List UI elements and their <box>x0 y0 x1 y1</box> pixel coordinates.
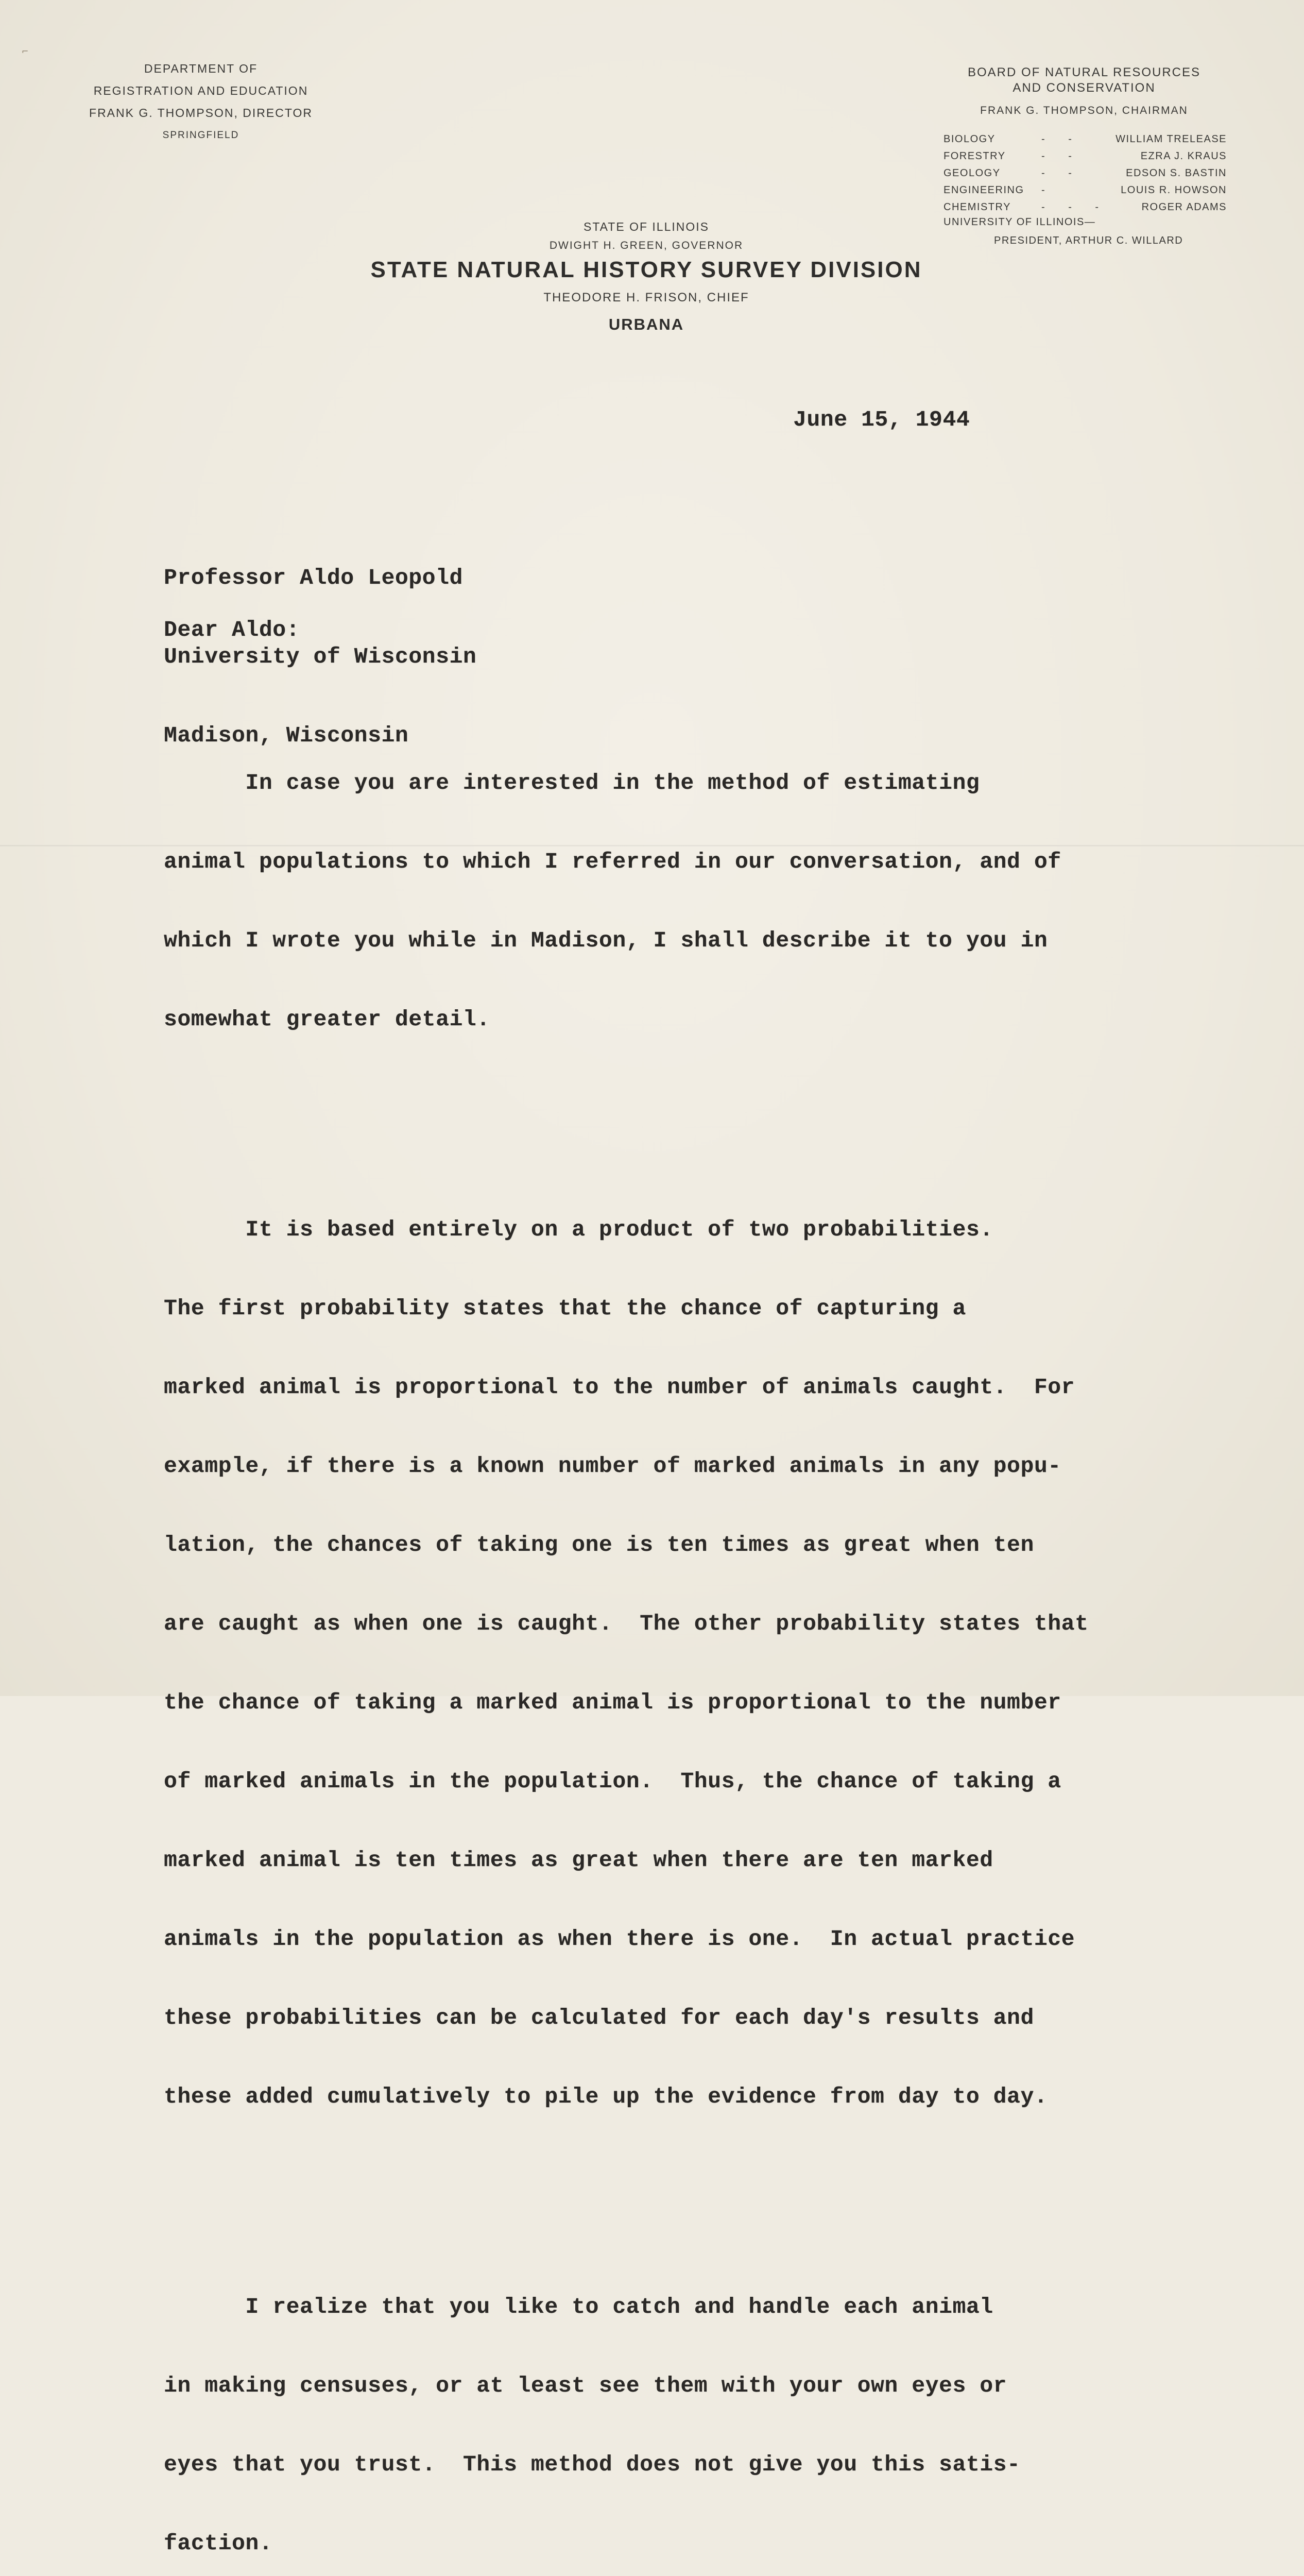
member-name: EDSON S. BASTIN <box>1126 167 1227 179</box>
member-leader: - - <box>1041 150 1082 162</box>
address-line: Madison, Wisconsin <box>164 723 409 748</box>
body-line: I realize that you like to catch and handle each animal <box>164 2294 993 2319</box>
member-name: ROGER ADAMS <box>1141 201 1227 213</box>
body-line: are caught as when one is caught. The other probability states that <box>164 1611 1089 1636</box>
member-leader: - <box>1041 184 1055 196</box>
department-line: DEPARTMENT OF <box>144 62 258 75</box>
body-line: faction. <box>164 2531 273 2556</box>
member-name: WILLIAM TRELEASE <box>1116 133 1227 145</box>
body-line: marked animal is proportional to the number of animals caught. For <box>164 1375 1075 1400</box>
board-member-row <box>943 182 1227 199</box>
body-paragraph <box>164 1164 1089 2162</box>
governor-line: DWIGHT H. GREEN, GOVERNOR <box>549 240 744 251</box>
body-line: in making censuses, or at least see them with your own eyes or <box>164 2373 1007 2398</box>
board-member-row <box>943 148 1227 165</box>
body-line: animal populations to which I referred in our conversation, and of <box>164 849 1061 874</box>
letterhead-left <box>57 58 345 146</box>
body-paragraph <box>164 717 1089 1085</box>
member-leader: - - - <box>1041 201 1109 213</box>
body-line: which I wrote you while in Madison, I shall describe it to you in <box>164 928 1048 953</box>
state-name: STATE OF ILLINOIS <box>583 220 710 233</box>
board-member-row <box>943 199 1227 216</box>
member-name: LOUIS R. HOWSON <box>1121 184 1227 196</box>
letter-date: June 15, 1944 <box>793 407 970 432</box>
body-line: marked animal is ten times as great when there are ten marked <box>164 1848 993 1873</box>
division-chief: THEODORE H. FRISON, CHIEF <box>543 291 749 304</box>
body-line: The first probability states that the chance of capturing a <box>164 1296 966 1321</box>
body-line: animals in the population as when there is one. In actual practice <box>164 1926 1075 1952</box>
letter-body <box>164 665 1089 2576</box>
letterhead-center <box>288 215 1004 340</box>
board-name-line2: AND CONSERVATION <box>1013 81 1156 95</box>
body-line: of marked animals in the population. Thus, the chance of taking a <box>164 1769 1061 1794</box>
letterhead-right <box>927 65 1241 118</box>
address-line: Professor Aldo Leopold <box>164 565 463 590</box>
board-members <box>943 131 1227 216</box>
department-director: FRANK G. THOMPSON, DIRECTOR <box>89 106 313 120</box>
salutation: Dear Aldo: <box>164 617 300 642</box>
member-name: EZRA J. KRAUS <box>1140 150 1227 162</box>
member-field: BIOLOGY <box>943 133 996 145</box>
body-paragraph <box>164 2241 1089 2576</box>
board-member-row <box>943 165 1227 182</box>
paper-mark: ⌐ <box>22 46 29 56</box>
division-title: STATE NATURAL HISTORY SURVEY DIVISION <box>370 257 922 282</box>
body-line: the chance of taking a marked animal is proportional to the number <box>164 1690 1061 1715</box>
department-city: SPRINGFIELD <box>162 130 239 141</box>
member-field: FORESTRY <box>943 150 1006 162</box>
body-line: lation, the chances of taking one is ten times as great when ten <box>164 1532 1034 1557</box>
member-field: GEOLOGY <box>943 167 1001 179</box>
body-line: eyes that you trust. This method does not give you this satis- <box>164 2452 1021 2477</box>
body-line: somewhat greater detail. <box>164 1007 490 1032</box>
university-president: PRESIDENT, ARTHUR C. WILLARD <box>994 235 1183 246</box>
department-name: REGISTRATION AND EDUCATION <box>93 84 308 97</box>
member-leader: - - <box>1041 133 1082 145</box>
body-line: example, if there is a known number of marked animals in any popu- <box>164 1453 1061 1479</box>
address-line: University of Wisconsin <box>164 644 477 669</box>
board-member-row <box>943 131 1227 148</box>
body-line: In case you are interested in the method of estimating <box>164 770 980 795</box>
member-field: ENGINEERING <box>943 184 1024 196</box>
division-city: URBANA <box>608 315 684 333</box>
board-name-line1: BOARD OF NATURAL RESOURCES <box>967 65 1201 79</box>
board-chairman: FRANK G. THOMPSON, CHAIRMAN <box>980 105 1188 116</box>
body-line: these added cumulatively to pile up the evidence from day to day. <box>164 2084 1048 2109</box>
body-line: It is based entirely on a product of two probabilities. <box>164 1217 993 1242</box>
member-leader: - - <box>1041 167 1082 179</box>
member-field: CHEMISTRY <box>943 201 1011 213</box>
body-line: these probabilities can be calculated for each day's results and <box>164 2005 1034 2030</box>
university-line: UNIVERSITY OF ILLINOIS— <box>943 216 1096 228</box>
